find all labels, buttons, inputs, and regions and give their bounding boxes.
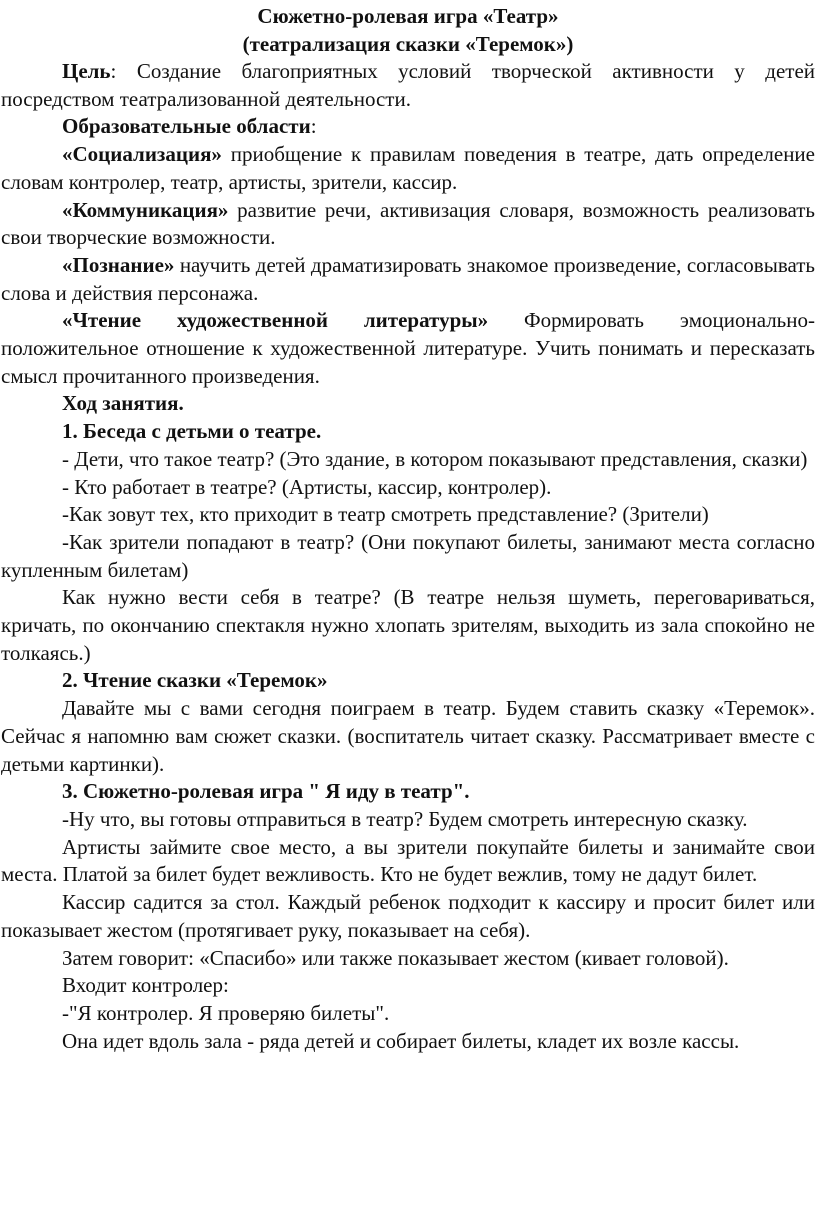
document-subtitle: (театрализация сказки «Теремок») [242,32,574,56]
area-text: Формировать эмоционально-положительное отношение к художественной литературе. Учить понимать и пересказать смысл прочитанного произведения. [1,308,815,388]
goal-text: : Создание благоприятных условий творческой активности у детей посредством театрализованной деятельности. [1,59,815,111]
lesson-heading: Ход занятия. [62,391,184,416]
section3-line: Артисты займите свое место, а вы зрители покупайте билеты и занимайте свои места. Платой за билет будет вежливость. Кто не будет вежлив, тому не дадут билет. [1,834,815,887]
area-cognition [1,252,815,307]
area-label: «Коммуникация» [62,197,229,222]
section1-line: -Как зрители попадают в театр? (Они покупают билеты, занимают места согласно купленным билетам) [1,529,815,582]
goal-label: Цель [62,59,111,83]
section1-line: - Кто работает в театре? (Артисты, кассир, контролер). [62,474,552,499]
area-socialization [1,141,815,196]
section3-line: Она идет вдоль зала - ряда детей и собирает билеты, кладет их возле кассы. [62,1028,740,1053]
section1-line: - Дети, что такое театр? (Это здание, в котором показывают представления, сказки) [62,446,808,471]
section1-line: -Как зовут тех, кто приходит в театр смотреть представление? (Зрители) [62,502,709,527]
goal-paragraph [1,58,815,113]
section3-heading: 3. Сюжетно-ролевая игра " Я иду в театр". [62,779,470,804]
area-communication [1,197,815,252]
section3-line: Входит контролер: [62,973,229,998]
area-label: «Социализация» [62,142,222,167]
area-text: научить детей драматизировать знакомое произведение, согласовывать слова и действия персонажа. [1,252,815,305]
area-label: «Чтение художественной литературы» [62,308,489,333]
area-reading [1,307,815,390]
areas-heading-paragraph [1,113,815,141]
area-text: развитие речи, активизация словаря, возможность реализовать свои творческие возможности. [1,197,815,250]
areas-heading: Образовательные области [62,114,311,139]
section1-heading: 1. Беседа с детьми о театре. [62,419,322,444]
section1-line: Как нужно вести себя в театре? (В театре нельзя шуметь, переговариваться, кричать, по окончанию спектакля нужно хлопать зрителям, выходить из зала спокойно не толкаясь.) [1,585,815,665]
section3-line: Кассир садится за стол. Каждый ребенок подходит к кассиру и просит билет или показывает жестом (протягивает руку, показывает на себя). [1,890,815,942]
document-title: Сюжетно-ролевая игра «Театр» [257,4,559,28]
section3-line: -"Я контролер. Я проверяю билеты". [62,1000,390,1025]
section3-line: -Ну что, вы готовы отправиться в театр? Будем смотреть интересную сказку. [62,806,748,831]
section2-line: Давайте мы с вами сегодня поиграем в театр. Будем ставить сказку «Теремок». Сейчас я напомню вам сюжет сказки. (воспитатель читает сказку. Рассматривает вместе с детьми картинки). [1,696,815,776]
section3-line: Затем говорит: «Спасибо» или также показывает жестом (кивает головой). [62,945,729,970]
area-text: приобщение к правилам поведения в театре, дать определение словам контролер, театр, артисты, зрители, кассир. [1,142,815,194]
areas-heading-colon: : [310,114,317,139]
area-label: «Познание» [62,252,175,277]
section2-heading: 2. Чтение сказки «Теремок» [62,668,328,693]
